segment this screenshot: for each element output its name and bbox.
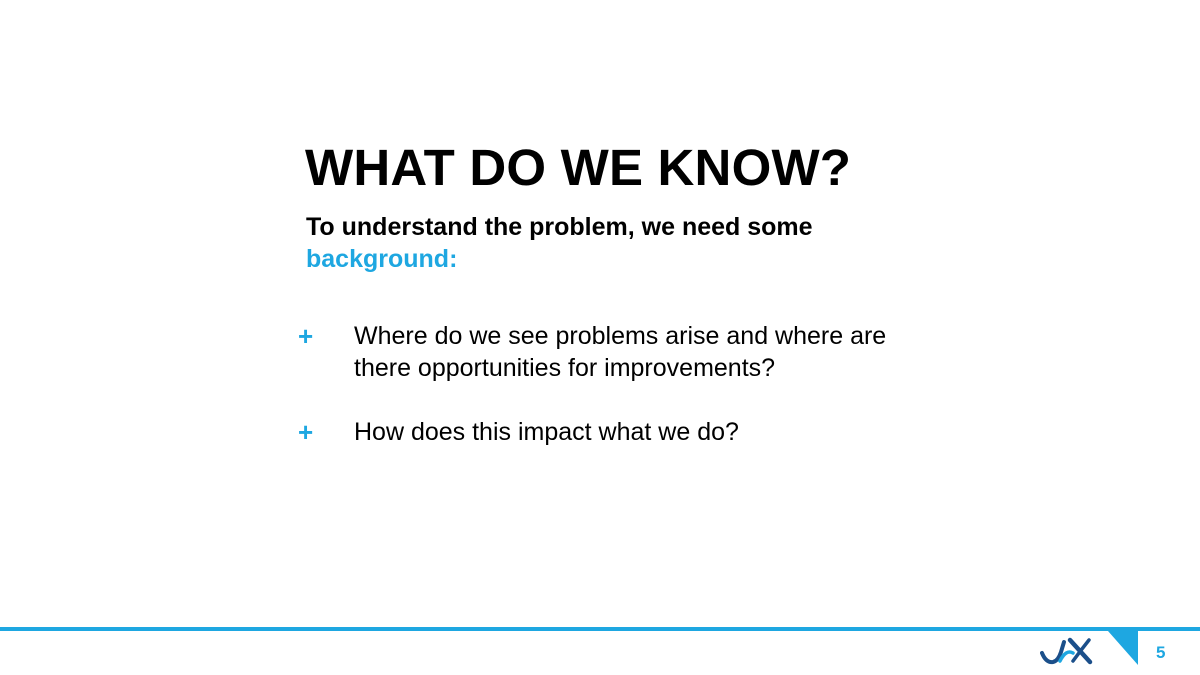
slide-title: WHAT DO WE KNOW? bbox=[305, 139, 852, 196]
page-number: 5 bbox=[1156, 643, 1166, 662]
bullet-list bbox=[298, 320, 938, 480]
plus-icon: + bbox=[298, 321, 314, 351]
plus-icon: + bbox=[298, 417, 314, 447]
bullet-text: How does this impact what we do? bbox=[354, 418, 739, 446]
jax-logo-icon bbox=[1040, 636, 1094, 666]
bullet-text: Where do we see problems arise and where are there opportunities for improvements? bbox=[354, 322, 887, 382]
subtitle-highlight: background: bbox=[306, 245, 458, 273]
corner-triangle-icon bbox=[1108, 631, 1138, 665]
subtitle-text: To understand the problem, we need some bbox=[306, 213, 813, 241]
footer-divider bbox=[0, 627, 1200, 631]
bullet-item bbox=[298, 320, 938, 384]
bullet-item bbox=[298, 416, 938, 448]
slide-subtitle bbox=[306, 211, 826, 275]
